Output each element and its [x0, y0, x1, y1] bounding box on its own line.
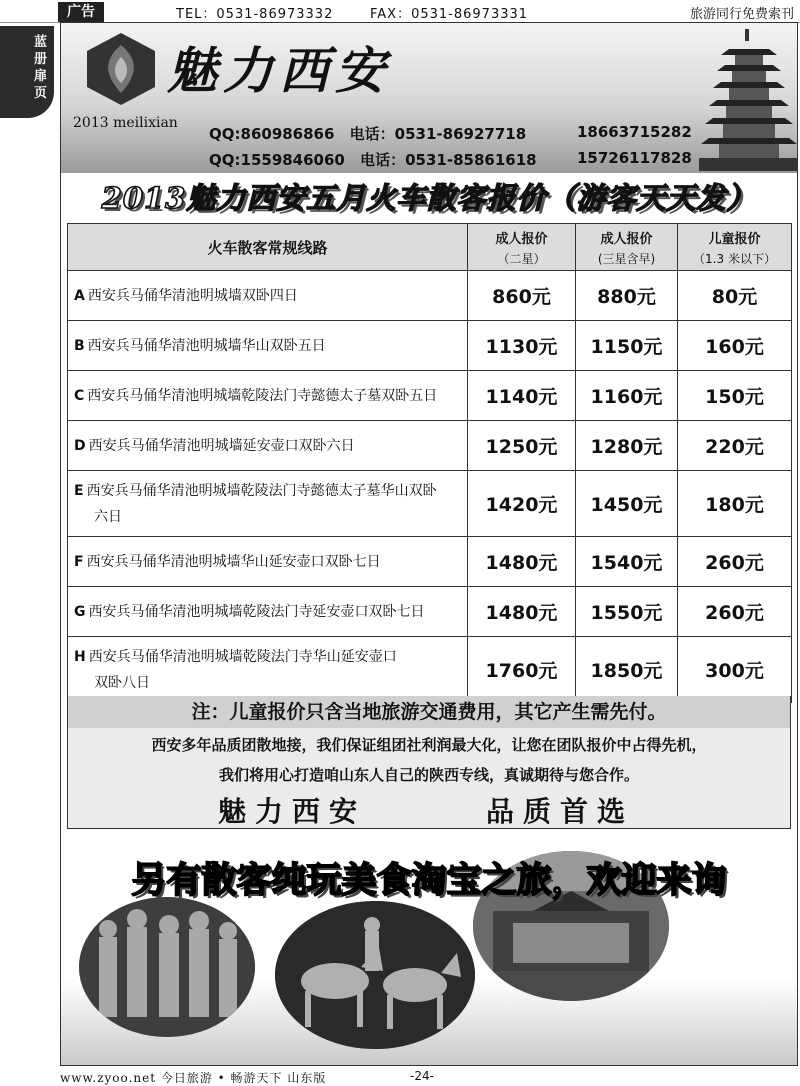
price-child: 80元: [678, 271, 792, 321]
child-price-note: 注：儿童报价只含当地旅游交通费用，其它产生需先付。: [67, 696, 791, 729]
route-code: C: [74, 387, 85, 404]
table-header-row: [68, 224, 792, 271]
bottom-headline: 另有散客纯玩美食淘宝之旅，欢迎来询: [131, 860, 727, 901]
price-child: 160元: [678, 321, 792, 371]
price-adult3: 1850元: [576, 637, 678, 703]
route-cell: [68, 637, 468, 703]
header-adult-2star: 成人报价 （二星）: [468, 224, 576, 271]
route-name: 西安兵马俑华清池明城墙华山延安壶口双卧七日: [86, 553, 381, 570]
route-name: 西安兵马俑华清池明城墙双卧四日: [87, 287, 298, 304]
price-adult3: 1550元: [576, 587, 678, 637]
route-name: 西安兵马俑华清池明城墙延安壶口双卧六日: [88, 437, 355, 454]
price-adult3: 1450元: [576, 471, 678, 537]
price-adult2: 1420元: [468, 471, 576, 537]
header-banner: [61, 23, 797, 173]
route-cell: [68, 471, 468, 537]
table-row: [68, 471, 792, 537]
route-name: 西安兵马俑华清池明城墙乾陵法门寺延安壶口双卧七日: [88, 603, 425, 620]
price-adult3: 1540元: [576, 537, 678, 587]
free-index-text: 旅游同行免费索刊: [689, 7, 794, 22]
slogan-1: 魅力西安: [218, 795, 367, 828]
price-adult2: 1480元: [468, 587, 576, 637]
route-code: B: [74, 337, 85, 354]
price-child: 260元: [678, 537, 792, 587]
route-name-cont: 双卧八日: [94, 674, 150, 691]
price-adult2: 1250元: [468, 421, 576, 471]
table-row: [68, 271, 792, 321]
top-fax: FAX：0531-86973331: [370, 7, 529, 22]
table-row: [68, 421, 792, 471]
ad-tag: 广告: [58, 2, 104, 22]
route-code: F: [74, 553, 84, 570]
route-name: 西安兵马俑华清池明城墙乾陵法门寺懿德太子墓双卧五日: [87, 387, 438, 404]
route-code: E: [74, 482, 84, 499]
header-adult-3star: 成人报价 (三星含早): [576, 224, 678, 271]
pagoda-image: [699, 27, 798, 171]
table-row: [68, 637, 792, 703]
price-adult2: 1130元: [468, 321, 576, 371]
contact-mobile: 18663715282: [577, 123, 692, 141]
route-code: A: [74, 287, 85, 304]
contact-mobile: 15726117828: [577, 149, 692, 167]
top-bar: [0, 0, 800, 23]
price-adult2: 1760元: [468, 637, 576, 703]
page-footer: [60, 1066, 796, 1086]
price-child: 180元: [678, 471, 792, 537]
page-title: 2013魅力西安五月火车散客报价（游客天天发）: [101, 181, 757, 215]
price-adult3: 1280元: [576, 421, 678, 471]
brand-logo-icon: [83, 31, 159, 107]
price-adult3: 880元: [576, 271, 678, 321]
header-child: 儿童报价 （1.3 米以下）: [678, 224, 792, 271]
route-code: G: [74, 603, 86, 620]
promo-line-1: 西安多年品质团散地接，我们保证组团社利润最大化，让您在团队报价中占得先机，: [151, 736, 707, 754]
price-child: 300元: [678, 637, 792, 703]
brand-subtitle: 2013 meilixian: [73, 115, 178, 131]
price-adult2: 1140元: [468, 371, 576, 421]
table-row: [68, 371, 792, 421]
contact-line-1: [209, 123, 692, 144]
route-cell: [68, 587, 468, 637]
price-child: 220元: [678, 421, 792, 471]
route-cell: [68, 321, 468, 371]
table-row: [68, 321, 792, 371]
price-table: [67, 223, 792, 703]
price-adult2: 1480元: [468, 537, 576, 587]
route-name: 西安兵马俑华清池明城墙乾陵法门寺华山延安壶口: [88, 648, 397, 665]
promo-box: [67, 728, 791, 829]
table-row: [68, 537, 792, 587]
contact-tel: 电话：0531-86927718: [349, 125, 527, 143]
side-tab-label: 蓝册扉页: [34, 35, 48, 101]
route-code: D: [74, 437, 86, 454]
price-child: 260元: [678, 587, 792, 637]
contact-line-2: [209, 149, 692, 170]
brand-title: 魅力西安: [167, 41, 391, 100]
price-adult2: 860元: [468, 271, 576, 321]
route-cell: [68, 537, 468, 587]
route-name: 西安兵马俑华清池明城墙华山双卧五日: [87, 337, 326, 354]
route-code: H: [74, 648, 86, 665]
statues-photo: [79, 897, 255, 1037]
top-tel: TEL：0531-86973332: [176, 7, 334, 22]
contact-tel: 电话：0531-85861618: [360, 151, 537, 169]
route-cell: [68, 371, 468, 421]
route-name: 西安兵马俑华清池明城墙乾陵法门寺懿德太子墓华山双卧: [86, 482, 437, 499]
page-number: -24-: [410, 1069, 434, 1083]
promo-line-2: 我们将用心打造咱山东人自己的陕西专线，真诚期待与您合作。: [218, 766, 639, 784]
price-child: 150元: [678, 371, 792, 421]
route-cell: [68, 271, 468, 321]
contact-qq: QQ:860986866: [209, 125, 335, 143]
contact-qq: QQ:1559846060: [209, 151, 345, 169]
table-row: [68, 587, 792, 637]
price-adult3: 1150元: [576, 321, 678, 371]
terracotta-horses-photo: [275, 901, 475, 1049]
ad-page: [60, 22, 798, 1066]
price-adult3: 1160元: [576, 371, 678, 421]
bottom-banner: [61, 829, 797, 1065]
slogan-2: 品质首选: [486, 795, 635, 828]
footer-site: www.zyoo.net 今日旅游 • 畅游天下 山东版: [60, 1071, 327, 1085]
route-cell: [68, 421, 468, 471]
header-route: 火车散客常规线路: [68, 224, 468, 271]
route-name-cont: 六日: [94, 508, 122, 525]
side-tab: [0, 26, 54, 118]
